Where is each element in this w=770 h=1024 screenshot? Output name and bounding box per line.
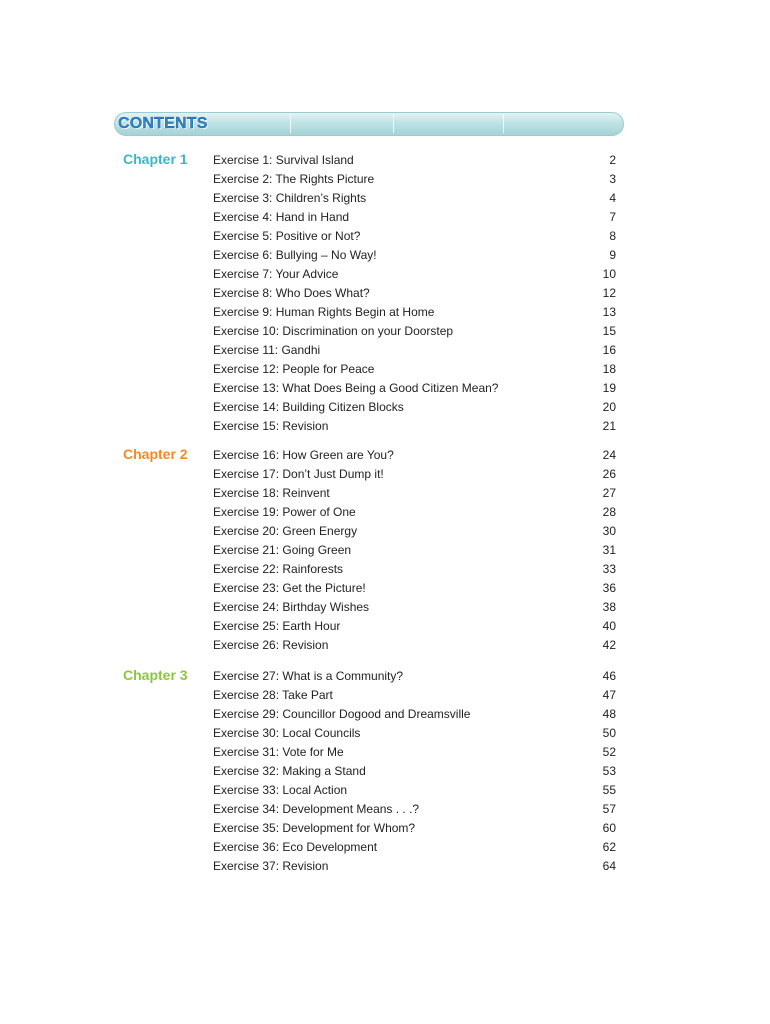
exercise-title: Exercise 7: Your Advice — [213, 267, 339, 281]
exercise-title: Exercise 15: Revision — [213, 419, 329, 433]
exercise-title: Exercise 27: What is a Community? — [213, 669, 404, 683]
page-number: 53 — [602, 764, 616, 778]
toc-entry — [213, 189, 616, 208]
page-number: 2 — [609, 153, 616, 167]
page-number: 50 — [602, 726, 616, 740]
toc-entry — [213, 360, 616, 379]
page-number: 28 — [602, 505, 616, 519]
exercise-title: Exercise 30: Local Councils — [213, 726, 361, 740]
chapter-label: Chapter 3 — [123, 667, 188, 683]
toc-entry — [213, 838, 616, 857]
exercise-title: Exercise 34: Development Means . . .? — [213, 802, 420, 816]
page-number: 48 — [602, 707, 616, 721]
exercise-title: Exercise 5: Positive or Not? — [213, 229, 361, 243]
page-number: 62 — [602, 840, 616, 854]
exercise-title: Exercise 33: Local Action — [213, 783, 348, 797]
toc-entry — [213, 686, 616, 705]
exercise-title: Exercise 3: Children’s Rights — [213, 191, 367, 205]
exercise-title: Exercise 12: People for Peace — [213, 362, 375, 376]
toc-entry — [213, 781, 616, 800]
page-number: 16 — [602, 343, 616, 357]
exercise-title: Exercise 6: Bullying – No Way! — [213, 248, 377, 262]
page-number: 9 — [609, 248, 616, 262]
exercise-title: Exercise 36: Eco Development — [213, 840, 378, 854]
page-number: 30 — [602, 524, 616, 538]
toc-entry — [213, 579, 616, 598]
page-number: 8 — [609, 229, 616, 243]
page-number: 55 — [602, 783, 616, 797]
banner-divider — [393, 115, 394, 133]
exercise-title: Exercise 20: Green Energy — [213, 524, 358, 538]
toc-entry — [213, 617, 616, 636]
exercise-title: Exercise 28: Take Part — [213, 688, 333, 702]
page-number: 33 — [602, 562, 616, 576]
page-number: 52 — [602, 745, 616, 759]
page-number: 10 — [602, 267, 616, 281]
toc-entry — [213, 446, 616, 465]
page-number: 12 — [602, 286, 616, 300]
exercise-list — [213, 446, 616, 655]
toc-entry — [213, 522, 616, 541]
page-number: 21 — [602, 419, 616, 433]
toc-entry — [213, 417, 616, 436]
exercise-title: Exercise 22: Rainforests — [213, 562, 344, 576]
exercise-title: Exercise 29: Councillor Dogood and Dreamsville — [213, 707, 471, 721]
toc-entry — [213, 398, 616, 417]
exercise-title: Exercise 35: Development for Whom? — [213, 821, 416, 835]
page-number: 42 — [602, 638, 616, 652]
toc-entry — [213, 465, 616, 484]
toc-entry — [213, 265, 616, 284]
toc-entry — [213, 208, 616, 227]
exercise-title: Exercise 25: Earth Hour — [213, 619, 341, 633]
page-number: 57 — [602, 802, 616, 816]
exercise-title: Exercise 18: Reinvent — [213, 486, 330, 500]
toc-entry — [213, 724, 616, 743]
page-number: 15 — [602, 324, 616, 338]
exercise-title: Exercise 16: How Green are You? — [213, 448, 394, 462]
exercise-title: Exercise 26: Revision — [213, 638, 329, 652]
page-number: 36 — [602, 581, 616, 595]
toc-entry — [213, 379, 616, 398]
exercise-title: Exercise 21: Going Green — [213, 543, 352, 557]
page-number: 46 — [602, 669, 616, 683]
page-number: 27 — [602, 486, 616, 500]
page-number: 47 — [602, 688, 616, 702]
exercise-title: Exercise 11: Gandhi — [213, 343, 321, 357]
toc-entry — [213, 800, 616, 819]
page-number: 4 — [609, 191, 616, 205]
exercise-title: Exercise 2: The Rights Picture — [213, 172, 375, 186]
exercise-title: Exercise 10: Discrimination on your Doorstep — [213, 324, 454, 338]
exercise-title: Exercise 14: Building Citizen Blocks — [213, 400, 404, 414]
exercise-title: Exercise 32: Making a Stand — [213, 764, 366, 778]
page-number: 40 — [602, 619, 616, 633]
exercise-title: Exercise 31: Vote for Me — [213, 745, 344, 759]
toc-entry — [213, 743, 616, 762]
page-number: 31 — [602, 543, 616, 557]
page-number: 64 — [602, 859, 616, 873]
exercise-list — [213, 667, 616, 876]
toc-entry — [213, 819, 616, 838]
toc-entry — [213, 636, 616, 655]
toc-entry — [213, 705, 616, 724]
banner-divider — [290, 115, 291, 133]
toc-entry — [213, 560, 616, 579]
toc-entry — [213, 284, 616, 303]
toc-entry — [213, 322, 616, 341]
exercise-title: Exercise 23: Get the Picture! — [213, 581, 366, 595]
toc-entry — [213, 303, 616, 322]
exercise-title: Exercise 17: Don’t Just Dump it! — [213, 467, 384, 481]
toc-entry — [213, 857, 616, 876]
toc-entry — [213, 667, 616, 686]
exercise-title: Exercise 37: Revision — [213, 859, 329, 873]
exercise-title: Exercise 19: Power of One — [213, 505, 356, 519]
exercise-title: Exercise 24: Birthday Wishes — [213, 600, 370, 614]
exercise-list — [213, 151, 616, 436]
page-number: 18 — [602, 362, 616, 376]
toc-entry — [213, 246, 616, 265]
page-number: 19 — [602, 381, 616, 395]
page-number: 13 — [602, 305, 616, 319]
page-number: 26 — [602, 467, 616, 481]
toc-entry — [213, 341, 616, 360]
page-number: 7 — [609, 210, 616, 224]
exercise-title: Exercise 13: What Does Being a Good Citizen Mean? — [213, 381, 499, 395]
toc-entry — [213, 503, 616, 522]
toc-entry — [213, 170, 616, 189]
exercise-title: Exercise 4: Hand in Hand — [213, 210, 350, 224]
toc-entry — [213, 541, 616, 560]
toc-entry — [213, 151, 616, 170]
chapter-label: Chapter 2 — [123, 446, 188, 462]
toc-entry — [213, 227, 616, 246]
page-title: CONTENTS — [118, 115, 208, 132]
exercise-title: Exercise 1: Survival Island — [213, 153, 354, 167]
page-number: 60 — [602, 821, 616, 835]
page-number: 3 — [609, 172, 616, 186]
exercise-title: Exercise 8: Who Does What? — [213, 286, 370, 300]
toc-entry — [213, 762, 616, 781]
page-number: 38 — [602, 600, 616, 614]
page-number: 24 — [602, 448, 616, 462]
banner-divider — [503, 115, 504, 133]
page-number: 20 — [602, 400, 616, 414]
exercise-title: Exercise 9: Human Rights Begin at Home — [213, 305, 435, 319]
chapter-label: Chapter 1 — [123, 151, 188, 167]
toc-entry — [213, 484, 616, 503]
toc-entry — [213, 598, 616, 617]
